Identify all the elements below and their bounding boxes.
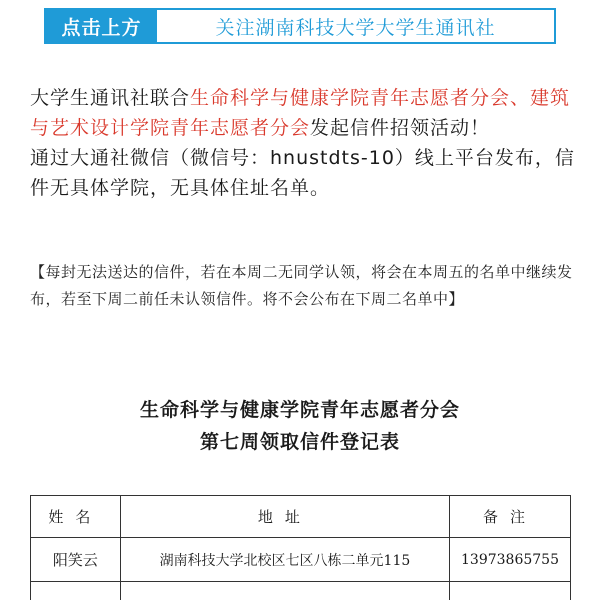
table-header-row — [31, 496, 571, 538]
table-title-line2: 第七周领取信件登记表 — [199, 431, 400, 453]
follow-banner[interactable] — [44, 8, 556, 44]
header-note: 备注 — [450, 496, 571, 538]
banner-follow-label: 关注湖南科技大学大学生通讯社 — [215, 16, 496, 39]
cell-note: 13973865755 — [450, 538, 571, 582]
cell-address — [120, 582, 449, 600]
header-address: 地址 — [120, 496, 449, 538]
notice-text: 【每封无法送达的信件，若在本周二无同学认领，将会在本周五的名单中继续发布，若至下周二前任未认领信件。将不会公布在下周二名单中】 — [30, 263, 573, 308]
table-row — [31, 582, 571, 600]
header-name: 姓名 — [31, 496, 121, 538]
cell-note — [450, 582, 571, 600]
intro-suffix: 发起信件招领活动！ — [310, 117, 491, 139]
banner-click-label: 点击上方 — [46, 10, 157, 42]
cell-name: 阳笑云 — [31, 538, 121, 582]
cell-name — [31, 582, 121, 600]
table-title — [0, 394, 600, 458]
letter-records-table — [30, 495, 571, 600]
intro-paragraph — [30, 83, 575, 203]
table-row — [31, 538, 571, 582]
intro-line2: 通过大通社微信（微信号：hnustdts-10）线上平台发布，信件无具体学院，无具体住址名单。 — [30, 147, 575, 199]
table-title-line1: 生命科学与健康学院青年志愿者分会 — [139, 399, 460, 421]
intro-prefix: 大学生通讯社联合 — [30, 87, 191, 109]
intro-orgs: 生命科学与健康学院青年志愿者分会、建筑与艺术设计学院青年志愿者分会 — [30, 87, 571, 139]
cell-address: 湖南科技大学北校区七区八栋二单元115 — [120, 538, 449, 582]
